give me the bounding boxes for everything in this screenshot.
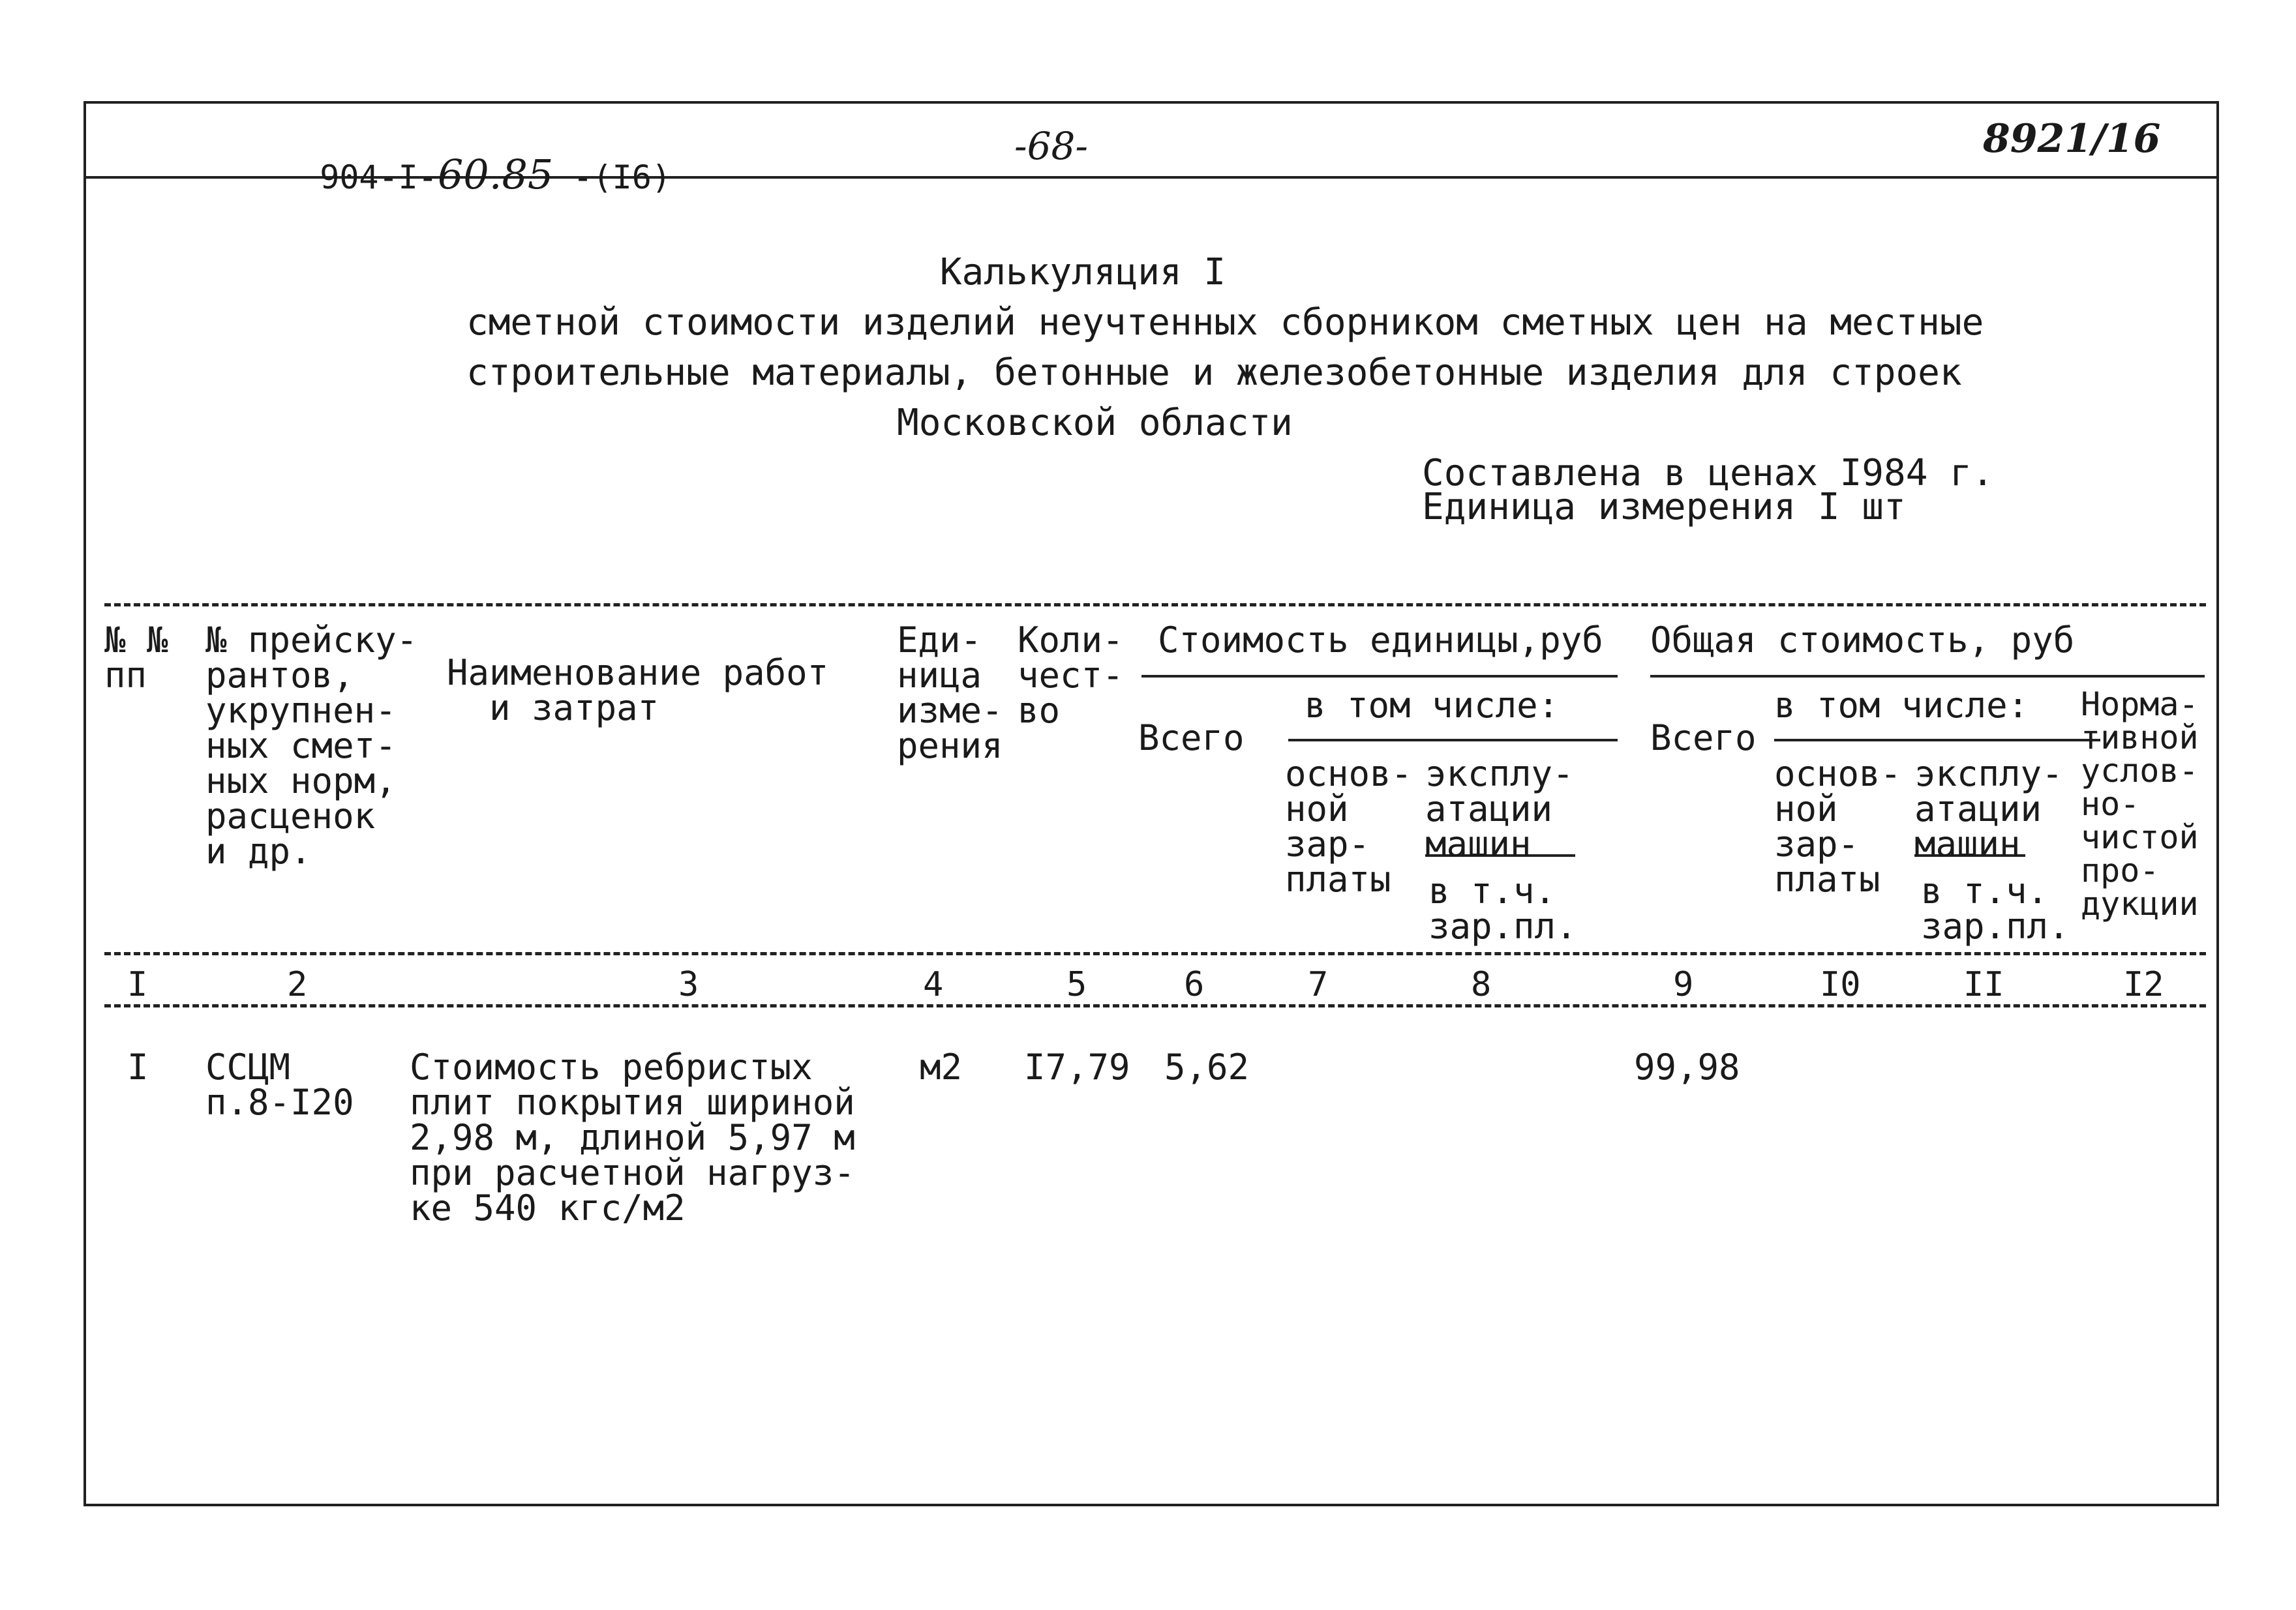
header-unit-all: Всего	[1138, 717, 1245, 758]
row-grand-total: 99,98	[1634, 1047, 1740, 1088]
column-number-3: 3	[678, 965, 699, 1004]
column-number-10: I0	[1820, 965, 1861, 1004]
column-numbers-bottom-rule	[104, 1004, 2206, 1007]
row-work-name: Стоимость ребристых плит покрытия шириной 2,98 м, длиной 5,97 м при расчетной нагруз- ке 540 кгс/м2	[410, 1047, 855, 1229]
header-quantity: Коли- чест- во	[1018, 619, 1124, 731]
header-unit: Еди- ница изме- рения	[897, 619, 1003, 766]
header-total-wages: основ- ной зар- платы	[1774, 753, 1902, 900]
column-number-5: 5	[1066, 965, 1087, 1004]
column-number-12: I2	[2123, 965, 2164, 1004]
doc-prefix: 904-I-	[320, 158, 438, 196]
calc-subtitle-line-1: сметной стоимости изделий неучтенных сборником сметных цен на местные	[466, 301, 1984, 344]
column-number-6: 6	[1184, 965, 1205, 1004]
header-total-machine-wages: в т.ч. зар.пл.	[1921, 871, 2070, 947]
header-unit-machine-wages: в т.ч. зар.пл.	[1428, 871, 1577, 947]
row-unit: м2	[920, 1047, 963, 1088]
column-number-1: I	[127, 965, 148, 1004]
inventory-number: 8921/16	[1983, 116, 2161, 162]
calc-subtitle-line-2: строительные материалы, бетонные и железобетонные изделия для строек	[466, 351, 1962, 394]
frame-right-border	[2216, 101, 2219, 1506]
measurement-unit: Единица измерения I шт	[1422, 486, 1906, 528]
header-total-cost: Общая стоимость, руб	[1650, 619, 2075, 661]
calc-title: Калькуляция I	[939, 251, 1226, 293]
row-quantity: I7,79	[1024, 1047, 1130, 1088]
doc-code	[280, 124, 671, 198]
column-number-11: II	[1963, 965, 2004, 1004]
column-number-4: 4	[923, 965, 944, 1004]
page-number: -68-	[1014, 124, 1088, 168]
total-cost-rule	[1650, 675, 2205, 678]
frame-left-border	[83, 101, 86, 1506]
header-normative-product: Норма- тивной услов- но- чистой про- дукции	[2081, 685, 2199, 923]
calc-subtitle-line-3: Московской области	[897, 402, 1293, 444]
column-number-9: 9	[1673, 965, 1694, 1004]
header-total-including: в том числе:	[1774, 685, 2029, 726]
table-top-rule	[104, 603, 2206, 606]
header-unit-machines: эксплу- атации машин	[1425, 753, 1574, 865]
header-unit-including: в том числе:	[1305, 685, 1560, 726]
price-basis: Составлена в ценах I984 г.	[1422, 452, 1994, 494]
table-header-bottom-rule	[104, 952, 2206, 955]
unit-incl-rule	[1288, 739, 1618, 741]
doc-handwritten-number: 60.85	[437, 151, 554, 198]
column-number-7: 7	[1308, 965, 1329, 1004]
header-unit-wages: основ- ной зар- платы	[1285, 753, 1413, 900]
header-work-name: Наименование работ и затрат	[447, 652, 829, 728]
column-number-2: 2	[287, 965, 308, 1004]
header-row-number: № № пп	[104, 619, 168, 696]
doc-suffix: -(I6)	[573, 158, 671, 196]
unit-cost-rule	[1141, 675, 1618, 678]
column-number-8: 8	[1471, 965, 1492, 1004]
frame-top-border	[83, 101, 2219, 104]
total-incl-rule	[1774, 739, 2100, 741]
row-number: I	[127, 1047, 149, 1088]
row-unit-cost-total: 5,62	[1164, 1047, 1250, 1088]
header-unit-cost: Стоимость единицы,руб	[1158, 619, 1603, 661]
frame-bottom-border	[83, 1504, 2219, 1506]
header-total-all: Всего	[1650, 717, 1757, 758]
header-total-machines: эксплу- атации машин	[1914, 753, 2063, 865]
row-price-reference: ССЦМ п.8-I20	[205, 1047, 354, 1123]
header-price-reference: № прейску- рантов, укрупнен- ных смет- ных норм, расценок и др.	[205, 619, 418, 872]
